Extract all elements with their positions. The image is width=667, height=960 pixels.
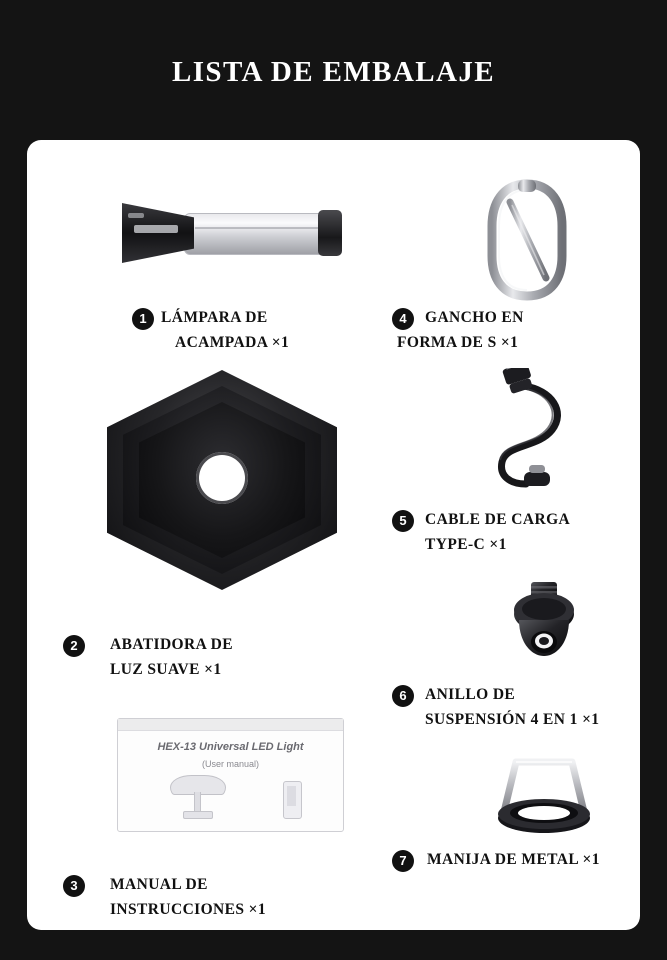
item-caption-4-line2: FORMA DE S ×1 — [397, 334, 519, 351]
suspension-ring-icon — [497, 580, 597, 685]
manual-zip-bar — [118, 719, 343, 731]
manual-torch-illustration — [283, 781, 302, 819]
item-caption-6-line1: ANILLO DE — [425, 686, 516, 703]
manual-title: HEX-13 Universal LED Light — [157, 741, 304, 753]
item-caption-5-line1: CABLE DE CARGA — [425, 511, 571, 528]
manual-lamp-stem — [194, 792, 201, 812]
item-caption-1-line2: ACAMPADA ×1 — [175, 334, 290, 351]
item-caption-7-line1: MANIJA DE METAL ×1 — [427, 851, 600, 868]
item-caption-5-line2: TYPE-C ×1 — [425, 536, 507, 553]
item-number-5: 5 — [392, 510, 414, 532]
hex-center-hole — [196, 452, 248, 504]
item-caption-4 — [397, 305, 625, 355]
item-caption-3-line2: INSTRUCCIONES ×1 — [110, 901, 267, 918]
usb-c-cable-svg — [482, 368, 582, 493]
item-number-6: 6 — [392, 685, 414, 707]
item-number-2: 2 — [63, 635, 85, 657]
item-number-7: 7 — [392, 850, 414, 872]
s-hook-icon — [482, 178, 572, 303]
manual-subtitle: (User manual) — [201, 759, 259, 769]
item-caption-3 — [110, 872, 350, 922]
suspension-ring-svg — [497, 580, 597, 685]
s-hook-svg — [482, 178, 572, 303]
lamp-head — [122, 203, 194, 263]
item-caption-6 — [425, 682, 655, 732]
lamp-tube — [184, 213, 336, 255]
manual-lamp-illustration — [170, 775, 224, 819]
hexagon-softbox-icon — [107, 370, 337, 590]
item-caption-2-line2: LUZ SUAVE ×1 — [110, 661, 222, 678]
item-caption-2 — [110, 632, 310, 682]
user-manual-icon — [117, 718, 344, 832]
item-number-1: 1 — [132, 308, 154, 330]
item-caption-7 — [427, 847, 647, 872]
metal-handle-svg — [482, 740, 607, 840]
page-title: LISTA DE EMBALAJE — [171, 56, 495, 88]
item-caption-1 — [161, 305, 341, 355]
metal-handle-icon — [482, 740, 607, 840]
item-caption-1-line1: LÁMPARA DE — [161, 309, 268, 326]
item-caption-5 — [425, 507, 635, 557]
item-number-4: 4 — [392, 308, 414, 330]
content-card — [27, 140, 640, 930]
camping-lamp-icon — [122, 195, 342, 270]
lamp-end-cap — [318, 210, 342, 256]
item-caption-3-line1: MANUAL DE — [110, 876, 208, 893]
usb-c-cable-icon — [482, 368, 582, 493]
manual-lamp-base — [183, 811, 213, 819]
lamp-vent — [128, 213, 144, 218]
item-number-3: 3 — [63, 875, 85, 897]
item-caption-2-line1: ABATIDORA DE — [110, 636, 233, 653]
item-caption-4-line1: GANCHO EN — [425, 309, 524, 326]
lamp-led-strip — [134, 225, 178, 233]
item-caption-6-line2: SUSPENSIÓN 4 EN 1 ×1 — [425, 711, 600, 728]
